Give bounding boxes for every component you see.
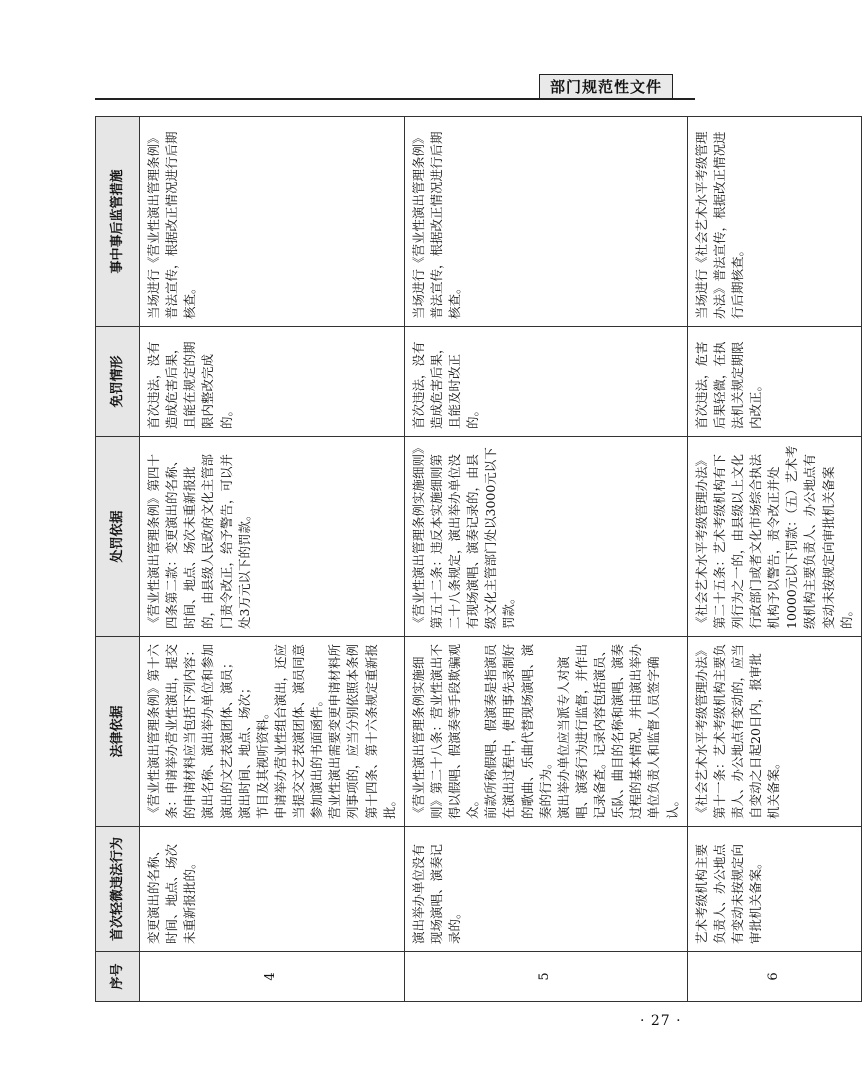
- row-legal-basis: [687, 637, 861, 827]
- row-exemption: 首次违法，没有造成危害后果，且能在规定的期限内整改完成的。: [140, 327, 405, 437]
- table-row: [404, 117, 687, 1002]
- row-legal-basis: [404, 637, 687, 827]
- col-header-behavior: 首次轻微违法行为: [96, 827, 140, 952]
- row-exemption: 首次违法，危害后果轻微，在执法机关规定期限内改正。: [687, 327, 861, 437]
- row-penalty-basis: 《营业性演出管理条例实施细则》第五十二条：违反本实施细则第二十八条规定，演出举办单位没有现场演唱、演奏记录的，由县级文化主管部门处以3000元以下罚款。: [404, 437, 687, 637]
- col-header-number: 序号: [96, 952, 140, 1002]
- legal-basis-line: 营业性演出需要变更申请材料所列事项的，应当分别依照本条例第十四条、第十六条规定重新报批。: [327, 643, 397, 819]
- table-row: [140, 117, 405, 1002]
- legal-basis-line: 节目及其视听资料。: [254, 706, 270, 819]
- row-number: 6: [687, 952, 861, 1002]
- legal-basis-line: 《营业性演出管理条例实施细则》第二十八条：营业性演出不得以假唱、假演奏等手段欺骗观众。: [410, 643, 481, 819]
- row-penalty-basis: 《社会艺术水平考级管理办法》第二十五条：艺术考级机构有下列行为之一的，由县级以上文化行政部门或者文化市场综合执法机构予以警告，责令改正并处10000元以下罚款：（五）艺术考级机构主要负责人、办公地点有变动未按规定向审批机关备案的。: [687, 437, 861, 637]
- row-supervision: 当场进行《营业性演出管理条例》普法宣传，根据改正情况进行后期核查。: [404, 117, 687, 327]
- row-behavior: 演出举办单位没有现场演唱、演奏记录的。: [404, 827, 687, 952]
- col-header-supervision: 事中事后监管措施: [96, 117, 140, 327]
- row-exemption: 首次违法，没有造成危害后果，且能及时改正的。: [404, 327, 687, 437]
- row-supervision: 当场进行《营业性演出管理条例》普法宣传，根据改正情况进行后期核查。: [140, 117, 405, 327]
- row-number: 4: [140, 952, 405, 1002]
- legal-basis-line: 演出举办单位应当派专人对演唱、演奏行为进行监督，并作出记录备查。记录内容包括演员、乐队、曲目的名称和演唱、演奏过程的基本情况，并由演出举办单位负责人和监督人员签字确认。: [555, 643, 680, 819]
- row-legal-basis: [140, 637, 405, 827]
- rotated-table-wrapper: [95, 117, 854, 1002]
- header-rule: [95, 98, 695, 100]
- legal-basis-line: 演出名称、演出举办单位和参加演出的文艺表演团体、演员；: [200, 643, 234, 819]
- legal-basis-line: 《社会艺术水平考级管理办法》第十一条：艺术考级机构主要负责人、办公地点有变动的，应当自变动之日起20日内，报审批机关备案。: [693, 643, 782, 819]
- row-behavior: 变更演出的名称、时间、地点、场次未重新报批的。: [140, 827, 405, 952]
- legal-basis-line: 《营业性演出管理条例》第十六条：申请举办营业性演出，提交的申请材料应当包括下列内容：: [146, 643, 198, 819]
- legal-basis-line: 申请举办营业性组台演出，还应当提交文艺表演团体、演员同意参加演出的书面函件。: [272, 643, 325, 819]
- legal-basis-line: 前款所称假唱、假演奏是指演员在演出过程中，使用事先录制好的歌曲、乐曲代替现场演唱、演奏的行为。: [483, 643, 553, 819]
- document-type-label: 部门规范性文件: [539, 74, 673, 99]
- col-header-legal-basis: 法律依据: [96, 637, 140, 827]
- row-supervision: 当场进行《社会艺术水平考级管理办法》普法宣传，根据改正情况进行后期核查。: [687, 117, 861, 327]
- page-number: · 27 ·: [640, 1013, 682, 1029]
- exemption-table: [95, 116, 862, 1002]
- table-row: [687, 117, 861, 1002]
- row-behavior: 艺术考级机构主要负责人、办公地点有变动未按规定向审批机关备案。: [687, 827, 861, 952]
- col-header-exemption: 免罚情形: [96, 327, 140, 437]
- row-penalty-basis: 《营业性演出管理条例》第四十四条第二款：变更演出的名称、时间、地点、场次未重新报批的，由县级人民政府文化主管部门责令改正，给予警告，可以并处3万元以下的罚款。: [140, 437, 405, 637]
- col-header-penalty-basis: 处罚依据: [96, 437, 140, 637]
- table-header-row: [96, 117, 140, 1002]
- row-number: 5: [404, 952, 687, 1002]
- legal-basis-line: 演出时间、地点、场次；: [236, 681, 252, 819]
